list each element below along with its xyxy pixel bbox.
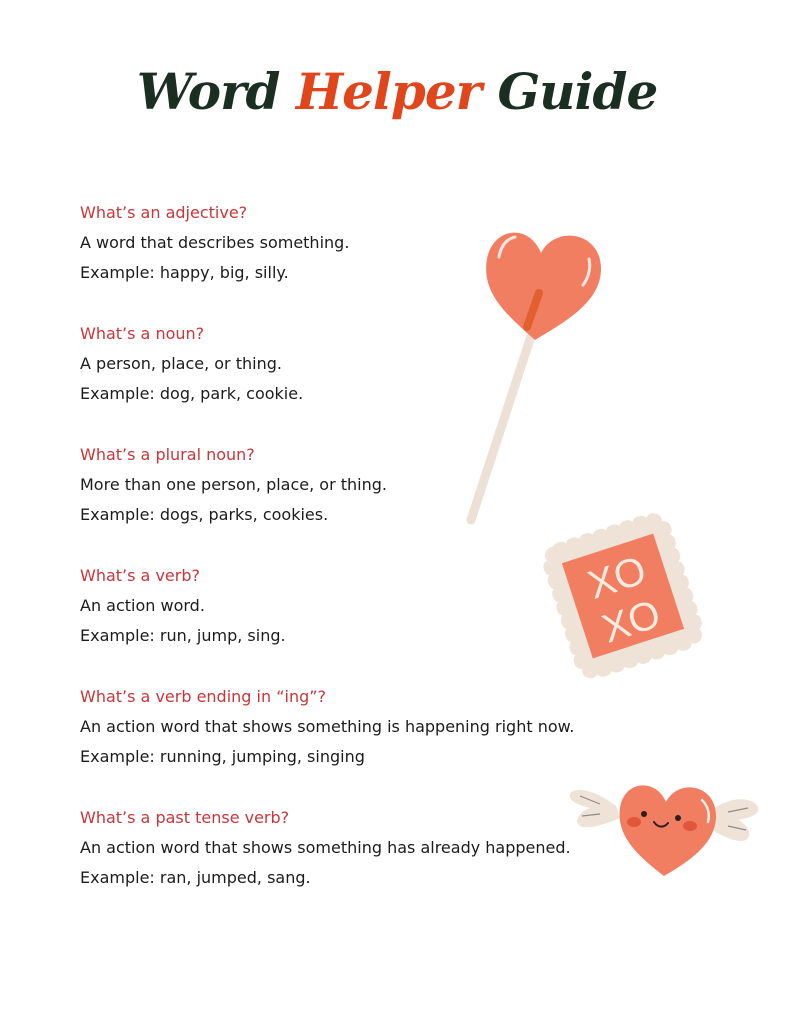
definition-text: More than one person, place, or thing. [80, 475, 387, 494]
winged-heart-icon [566, 770, 762, 880]
question-heading: What’s a noun? [80, 324, 205, 343]
example-text: Example: ran, jumped, sang. [80, 868, 311, 887]
definition-text: A person, place, or thing. [80, 354, 282, 373]
stamp-text-bottom: XO [597, 591, 666, 652]
example-text: Example: happy, big, silly. [80, 263, 289, 282]
xo-stamp-icon [543, 508, 703, 684]
title-word: Word [136, 62, 296, 121]
question-heading: What’s an adjective? [80, 203, 248, 222]
title-helper: Helper [295, 62, 482, 121]
example-text: Example: dogs, parks, cookies. [80, 505, 329, 524]
question-heading: What’s a plural noun? [80, 445, 255, 464]
question-heading: What’s a past tense verb? [80, 808, 290, 827]
definition-text: A word that describes something. [80, 233, 350, 252]
heart-lollipop-icon [455, 215, 615, 530]
question-heading: What’s a verb? [80, 566, 200, 585]
example-text: Example: run, jump, sing. [80, 626, 286, 645]
definition-text: An action word that shows something is happening right now. [80, 717, 575, 736]
example-text: Example: running, jumping, singing [80, 747, 365, 766]
section-past-tense-verb [80, 807, 640, 889]
definition-text: An action word that shows something has already happened. [80, 838, 571, 857]
question-heading: What’s a verb ending in “ing”? [80, 687, 327, 706]
title-guide: Guide [481, 62, 658, 121]
page-title [0, 62, 794, 121]
stamp-text-top: XO [582, 548, 652, 608]
example-text: Example: dog, park, cookie. [80, 384, 304, 403]
section-ing-verb [80, 686, 640, 768]
definition-text: An action word. [80, 596, 205, 615]
